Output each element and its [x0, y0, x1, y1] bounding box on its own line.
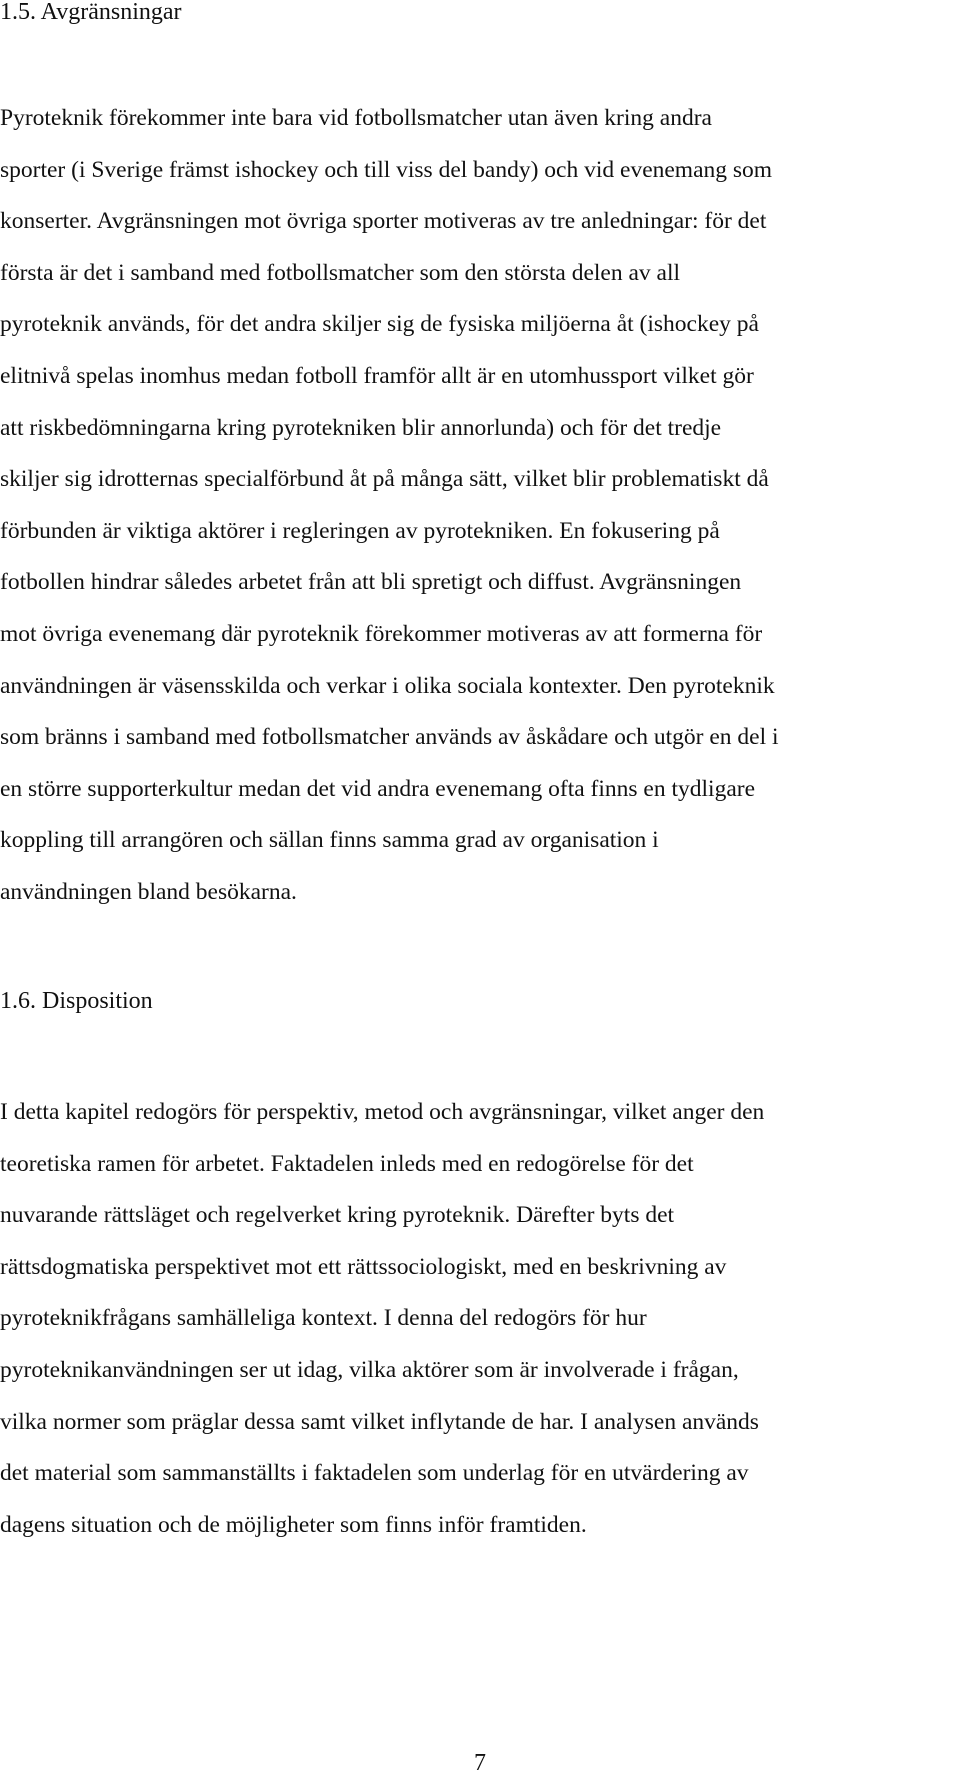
text-line: pyroteknikanvändningen ser ut idag, vilka aktörer som är involverade i frågan,: [0, 1356, 739, 1383]
text-line: att riskbedömningarna kring pyrotekniken blir annorlunda) och för det tredje: [0, 414, 722, 441]
text-line: det material som sammanställts i faktadelen som underlag för en utvärdering av: [0, 1460, 749, 1487]
text-line: dagens situation och de möjligheter som finns inför framtiden.: [0, 1511, 587, 1538]
text-line: en större supporterkultur medan det vid andra evenemang ofta finns en tydligare: [0, 775, 756, 802]
text-line: konserter. Avgränsningen mot övriga sporter motiveras av tre anledningar: för det: [0, 208, 767, 235]
text-line: användningen är väsensskilda och verkar i olika sociala kontexter. Den pyroteknik: [0, 672, 775, 699]
text-line: nuvarande rättsläget och regelverket kring pyroteknik. Därefter byts det: [0, 1202, 675, 1229]
paragraph-disposition: [0, 1087, 764, 1551]
text-line: förbunden är viktiga aktörer i regleringen av pyrotekniken. En fokusering på: [0, 517, 720, 544]
text-line: mot övriga evenemang där pyroteknik förekommer motiveras av att formerna för: [0, 620, 763, 647]
text-line: som bränns i samband med fotbollsmatcher används av åskådare och utgör en del i: [0, 724, 779, 751]
text-line: I detta kapitel redogörs för perspektiv, metod och avgränsningar, vilket anger den: [0, 1099, 765, 1125]
text-line: teoretiska ramen för arbetet. Faktadelen inleds med en redogörelse för det: [0, 1150, 694, 1177]
text-line: pyroteknik används, för det andra skiljer sig de fysiska miljöerna åt (ishockey på: [0, 311, 759, 338]
page-number: 7: [474, 1750, 486, 1776]
text-line: vilka normer som präglar dessa samt vilket inflytande de har. I analysen används: [0, 1408, 759, 1435]
paragraph-avgransningar: [0, 93, 779, 919]
text-line: skiljer sig idrotternas specialförbund åt på många sätt, vilket blir problematiskt då: [0, 466, 769, 493]
text-line: koppling till arrangören och sällan finns samma grad av organisation i: [0, 827, 659, 854]
section-heading-avgransningar: 1.5. Avgränsningar: [0, 0, 182, 25]
text-line: användningen bland besökarna.: [0, 878, 297, 905]
text-line: pyroteknikfrågans samhälleliga kontext. I denna del redogörs för hur: [0, 1305, 647, 1332]
text-line: Pyroteknik förekommer inte bara vid fotbollsmatcher utan även kring andra: [0, 105, 712, 131]
text-line: första är det i samband med fotbollsmatcher som den största delen av all: [0, 259, 680, 286]
section-heading-disposition: 1.6. Disposition: [0, 988, 153, 1014]
text-line: rättsdogmatiska perspektivet mot ett rättssociologiskt, med en beskrivning av: [0, 1253, 727, 1280]
text-line: sporter (i Sverige främst ishockey och till viss del bandy) och vid evenemang som: [0, 156, 773, 183]
text-line: fotbollen hindrar således arbetet från att bli spretigt och diffust. Avgränsningen: [0, 569, 742, 596]
text-line: elitnivå spelas inomhus medan fotboll framför allt är en utomhussport vilket gör: [0, 362, 754, 389]
